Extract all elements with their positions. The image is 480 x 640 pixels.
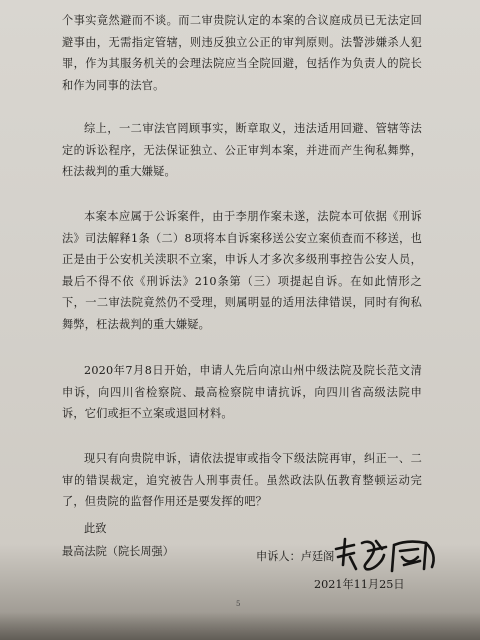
date: 2021年11月25日: [314, 578, 405, 591]
paragraph-3: 本案本应属于公诉案件，由于李朋作案未遂，法院本可依据《刑诉法》司法解释1条（二）8项将本自诉案移送公安立案侦查而不移送，也正是由于公安机关渎职不立案，申诉人才多次多级刑事控告公安人员，最后不得不依《刑诉法》210条第（三）项提起自诉。在如此情形之下，一二审法院竟然仍不受理，则属明显的适用法律错误，同时有徇私舞弊，枉法裁判的重大嫌疑。: [62, 210, 422, 331]
paragraph-1: 个事实竟然避而不谈。而二审贵院认定的本案的合议庭成员已无法定回避事由，无需指定管辖，则违反独立公正的审判原则。法警涉嫌杀人犯罪，作为其服务机关的会理法院应当全院回避，包括作为负责人的院长和作为同事的法官。: [62, 14, 422, 92]
recipient: 最高法院（院长周强）: [62, 545, 174, 558]
salutation: 此致: [84, 522, 107, 535]
page-number: 5: [236, 600, 241, 608]
handwritten-signature: [332, 535, 440, 575]
paragraph-4: 2020年7月8日开始，申请人先后向凉山州中级法院及院长范文清申诉，向四川省检察院、最高检察院申请抗诉，向四川省高级法院申诉，它们或拒不立案或退回材料。: [62, 364, 422, 420]
signer-label: 申诉人：卢廷阁: [256, 550, 335, 563]
paragraph-2: 综上，一二审法官罔顾事实，断章取义，违法适用回避、管辖等法定的诉讼程序，无法保证独立、公正审判本案，并进而产生徇私舞弊，枉法裁判的重大嫌疑。: [62, 122, 422, 178]
paragraph-5: 现只有向贵院申诉，请依法提审或指令下级法院再审，纠正一、二审的错误裁定，追究被告人刑事责任。虽然政法队伍教育整顿运动完了，但贵院的监督作用还是要发挥的吧？: [62, 452, 422, 508]
page-shadow: [0, 612, 480, 640]
